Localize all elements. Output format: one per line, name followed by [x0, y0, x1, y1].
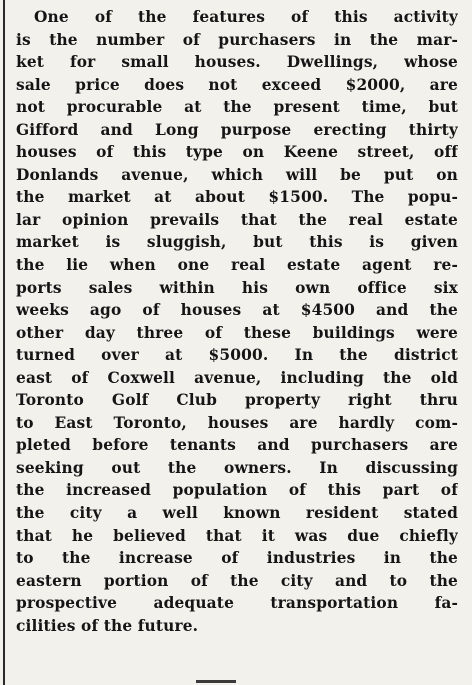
- article-line: Toronto Golf Club property right thru: [16, 391, 458, 410]
- article-line: is the number of purchasers in the mar-: [16, 30, 458, 49]
- article-line: the lie when one real estate agent re-: [16, 256, 458, 275]
- article-line: the city a well known resident stated: [16, 504, 458, 523]
- article-line: that he believed that it was due chiefly: [16, 526, 458, 545]
- article-line: ports sales within his own office six: [16, 278, 458, 297]
- article-line: seeking out the owners. In discussing: [16, 458, 458, 477]
- article-line: to East Toronto, houses are hardly com-: [16, 413, 458, 432]
- article-line: ket for small houses. Dwellings, whose: [16, 53, 458, 72]
- article-line: market is sluggish, but this is given: [16, 233, 458, 252]
- article-line: cilities of the future.: [16, 616, 199, 635]
- article-line: One of the features of this activity: [34, 8, 458, 26]
- article-line: the increased population of this part of: [16, 481, 458, 500]
- column-rule: [3, 0, 5, 685]
- article-line: houses of this type on Keene street, off: [16, 143, 458, 162]
- article-line: weeks ago of houses at $4500 and the: [16, 301, 458, 320]
- article-line: Donlands avenue, which will be put on: [16, 165, 458, 184]
- article-line: prospective adequate transportation fa-: [16, 594, 458, 613]
- article-line: lar opinion prevails that the real estate: [16, 210, 458, 229]
- article-text: [16, 6, 458, 637]
- article-line: eastern portion of the city and to the: [16, 571, 458, 590]
- article-line: Gifford and Long purpose erecting thirty: [16, 120, 458, 139]
- article-line: turned over at $5000. In the district: [16, 346, 458, 365]
- article-line: sale price does not exceed $2000, are: [16, 75, 458, 94]
- article-line: east of Coxwell avenue, including the old: [16, 368, 458, 387]
- article-line: not procurable at the present time, but: [16, 98, 458, 117]
- article-line: other day three of these buildings were: [16, 323, 458, 342]
- column-end-rule: [196, 680, 236, 683]
- article-line: the market at about $1500. The popu-: [16, 188, 458, 207]
- article-line: pleted before tenants and purchasers are: [16, 436, 458, 455]
- article-line: to the increase of industries in the: [16, 549, 458, 568]
